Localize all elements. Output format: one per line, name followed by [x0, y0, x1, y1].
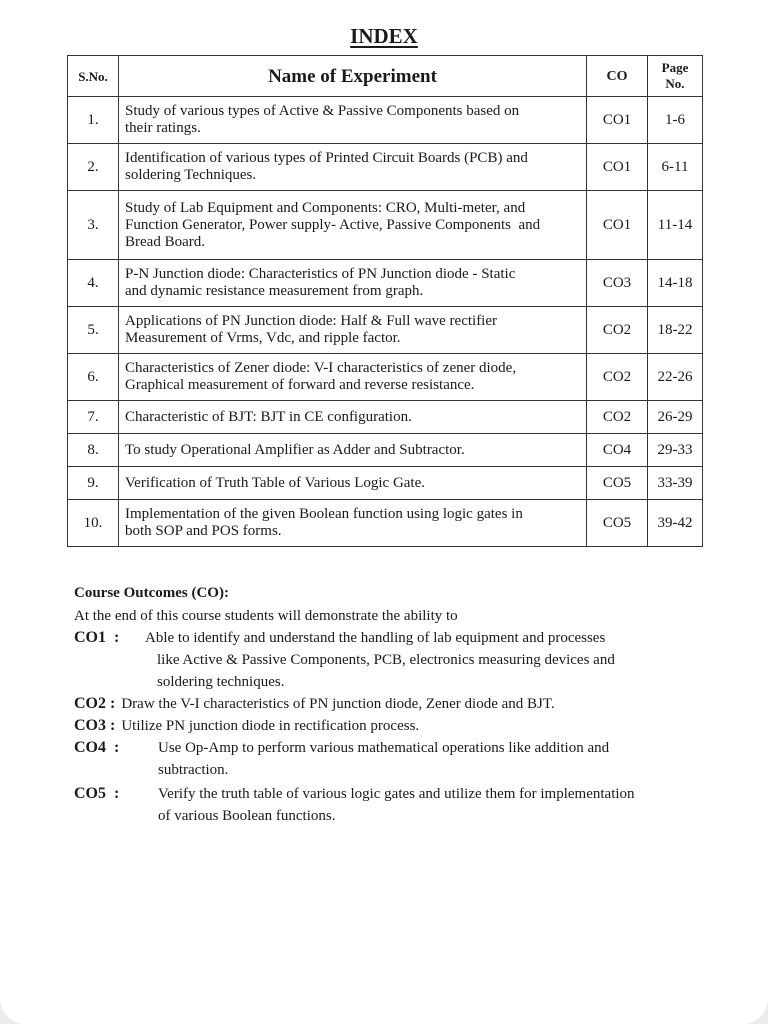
row-page: 1-6	[648, 97, 703, 144]
row-name-line: Identification of various types of Printed Circuit Boards (PCB) and	[125, 150, 528, 166]
row-name	[119, 260, 587, 307]
table-row	[68, 401, 703, 434]
row-page: 18-22	[648, 307, 703, 354]
page-title: INDEX	[350, 24, 418, 48]
course-outcome-item	[74, 737, 714, 781]
row-page: 14-18	[648, 260, 703, 307]
row-page: 6-11	[648, 144, 703, 191]
course-outcome-line: of various Boolean functions.	[158, 808, 336, 824]
row-page: 39-42	[648, 500, 703, 547]
row-co: CO2	[587, 401, 648, 434]
row-name-line: Function Generator, Power supply- Active, Passive Components and	[125, 216, 541, 233]
course-outcome-item	[74, 783, 714, 827]
row-name	[119, 307, 587, 354]
row-co: CO2	[587, 307, 648, 354]
course-outcome-text	[145, 627, 714, 693]
course-outcome-code: CO3 :	[74, 717, 116, 734]
row-sno: 3.	[68, 191, 119, 260]
header-name: Name of Experiment	[119, 56, 587, 97]
row-co: CO5	[587, 467, 648, 500]
row-name-line: soldering Techniques.	[125, 167, 257, 183]
course-outcome-item	[74, 715, 714, 737]
row-page: 29-33	[648, 434, 703, 467]
table-row	[68, 434, 703, 467]
course-outcome-text	[158, 737, 714, 781]
table-row	[68, 354, 703, 401]
row-name-line: their ratings.	[125, 120, 201, 136]
table-row	[68, 97, 703, 144]
row-co: CO1	[587, 144, 648, 191]
header-page-line1: Page	[661, 60, 689, 75]
row-name-line: P-N Junction diode: Characteristics of PN Junction diode - Static	[125, 266, 516, 282]
table-row	[68, 144, 703, 191]
row-sno: 8.	[68, 434, 119, 467]
row-sno: 5.	[68, 307, 119, 354]
row-sno: 1.	[68, 97, 119, 144]
row-co: CO3	[587, 260, 648, 307]
header-page	[648, 56, 703, 97]
course-outcome-line: soldering techniques.	[157, 674, 285, 690]
course-outcome-text	[158, 783, 714, 827]
row-name-line: and dynamic resistance measurement from graph.	[125, 283, 424, 299]
row-co: CO2	[587, 354, 648, 401]
table-row	[68, 191, 703, 260]
row-co: CO5	[587, 500, 648, 547]
header-co: CO	[587, 56, 648, 97]
row-name	[119, 354, 587, 401]
row-page: 22-26	[648, 354, 703, 401]
course-outcome-item	[74, 693, 714, 715]
table-row	[68, 307, 703, 354]
row-name	[119, 500, 587, 547]
row-name-line: both SOP and POS forms.	[125, 523, 282, 539]
course-outcome-code: CO5 :	[74, 785, 120, 802]
row-name: Characteristic of BJT: BJT in CE configuration.	[119, 401, 587, 434]
row-name: To study Operational Amplifier as Adder and Subtractor.	[119, 434, 587, 467]
row-name-line: Bread Board.	[125, 233, 205, 250]
row-name	[119, 97, 587, 144]
header-page-line2: No.	[665, 76, 685, 91]
course-outcomes-heading: Course Outcomes (CO):	[74, 585, 229, 601]
row-name	[119, 191, 587, 260]
course-outcomes-intro: At the end of this course students will demonstrate the ability to	[74, 608, 458, 624]
row-sno: 9.	[68, 467, 119, 500]
header-sno: S.No.	[68, 56, 119, 97]
row-name-line: Implementation of the given Boolean function using logic gates in	[125, 506, 523, 522]
course-outcome-line: Use Op-Amp to perform various mathematical operations like addition and	[158, 740, 610, 756]
row-page: 11-14	[648, 191, 703, 260]
course-outcome-text: Draw the V-I characteristics of PN junction diode, Zener diode and BJT.	[121, 696, 555, 712]
row-sno: 7.	[68, 401, 119, 434]
course-outcome-code: CO2 :	[74, 695, 116, 712]
table-row	[68, 467, 703, 500]
course-outcome-line: Verify the truth table of various logic gates and utilize them for implementation	[158, 786, 635, 802]
row-name-line: Applications of PN Junction diode: Half & Full wave rectifier	[125, 313, 498, 329]
course-outcome-line: Able to identify and understand the handling of lab equipment and processes	[145, 630, 606, 646]
row-name-line: Study of Lab Equipment and Components: CRO, Multi-meter, and	[125, 199, 526, 216]
table-row	[68, 500, 703, 547]
course-outcome-code: CO1 :	[74, 629, 120, 646]
row-name-line: Graphical measurement of forward and reverse resistance.	[125, 377, 475, 393]
row-name: Verification of Truth Table of Various Logic Gate.	[119, 467, 587, 500]
row-name-line: Study of various types of Active & Passive Components based on	[125, 103, 520, 119]
course-outcome-code: CO4 :	[74, 739, 120, 756]
course-outcome-item	[74, 627, 714, 693]
row-co: CO1	[587, 191, 648, 260]
row-sno: 2.	[68, 144, 119, 191]
row-name-line: Measurement of Vrms, Vdc, and ripple factor.	[125, 330, 401, 346]
course-outcome-text: Utilize PN junction diode in rectification process.	[121, 718, 420, 734]
course-outcome-line: subtraction.	[158, 762, 229, 778]
table-header-row	[68, 56, 703, 97]
row-page: 33-39	[648, 467, 703, 500]
row-name	[119, 144, 587, 191]
row-co: CO1	[587, 97, 648, 144]
row-sno: 10.	[68, 500, 119, 547]
row-name-line: Characteristics of Zener diode: V-I characteristics of zener diode,	[125, 360, 517, 376]
table-row	[68, 260, 703, 307]
index-table	[67, 55, 703, 547]
row-sno: 4.	[68, 260, 119, 307]
course-outcome-line: like Active & Passive Components, PCB, electronics measuring devices and	[157, 652, 615, 668]
course-outcomes-section	[74, 582, 714, 827]
row-co: CO4	[587, 434, 648, 467]
row-page: 26-29	[648, 401, 703, 434]
row-sno: 6.	[68, 354, 119, 401]
